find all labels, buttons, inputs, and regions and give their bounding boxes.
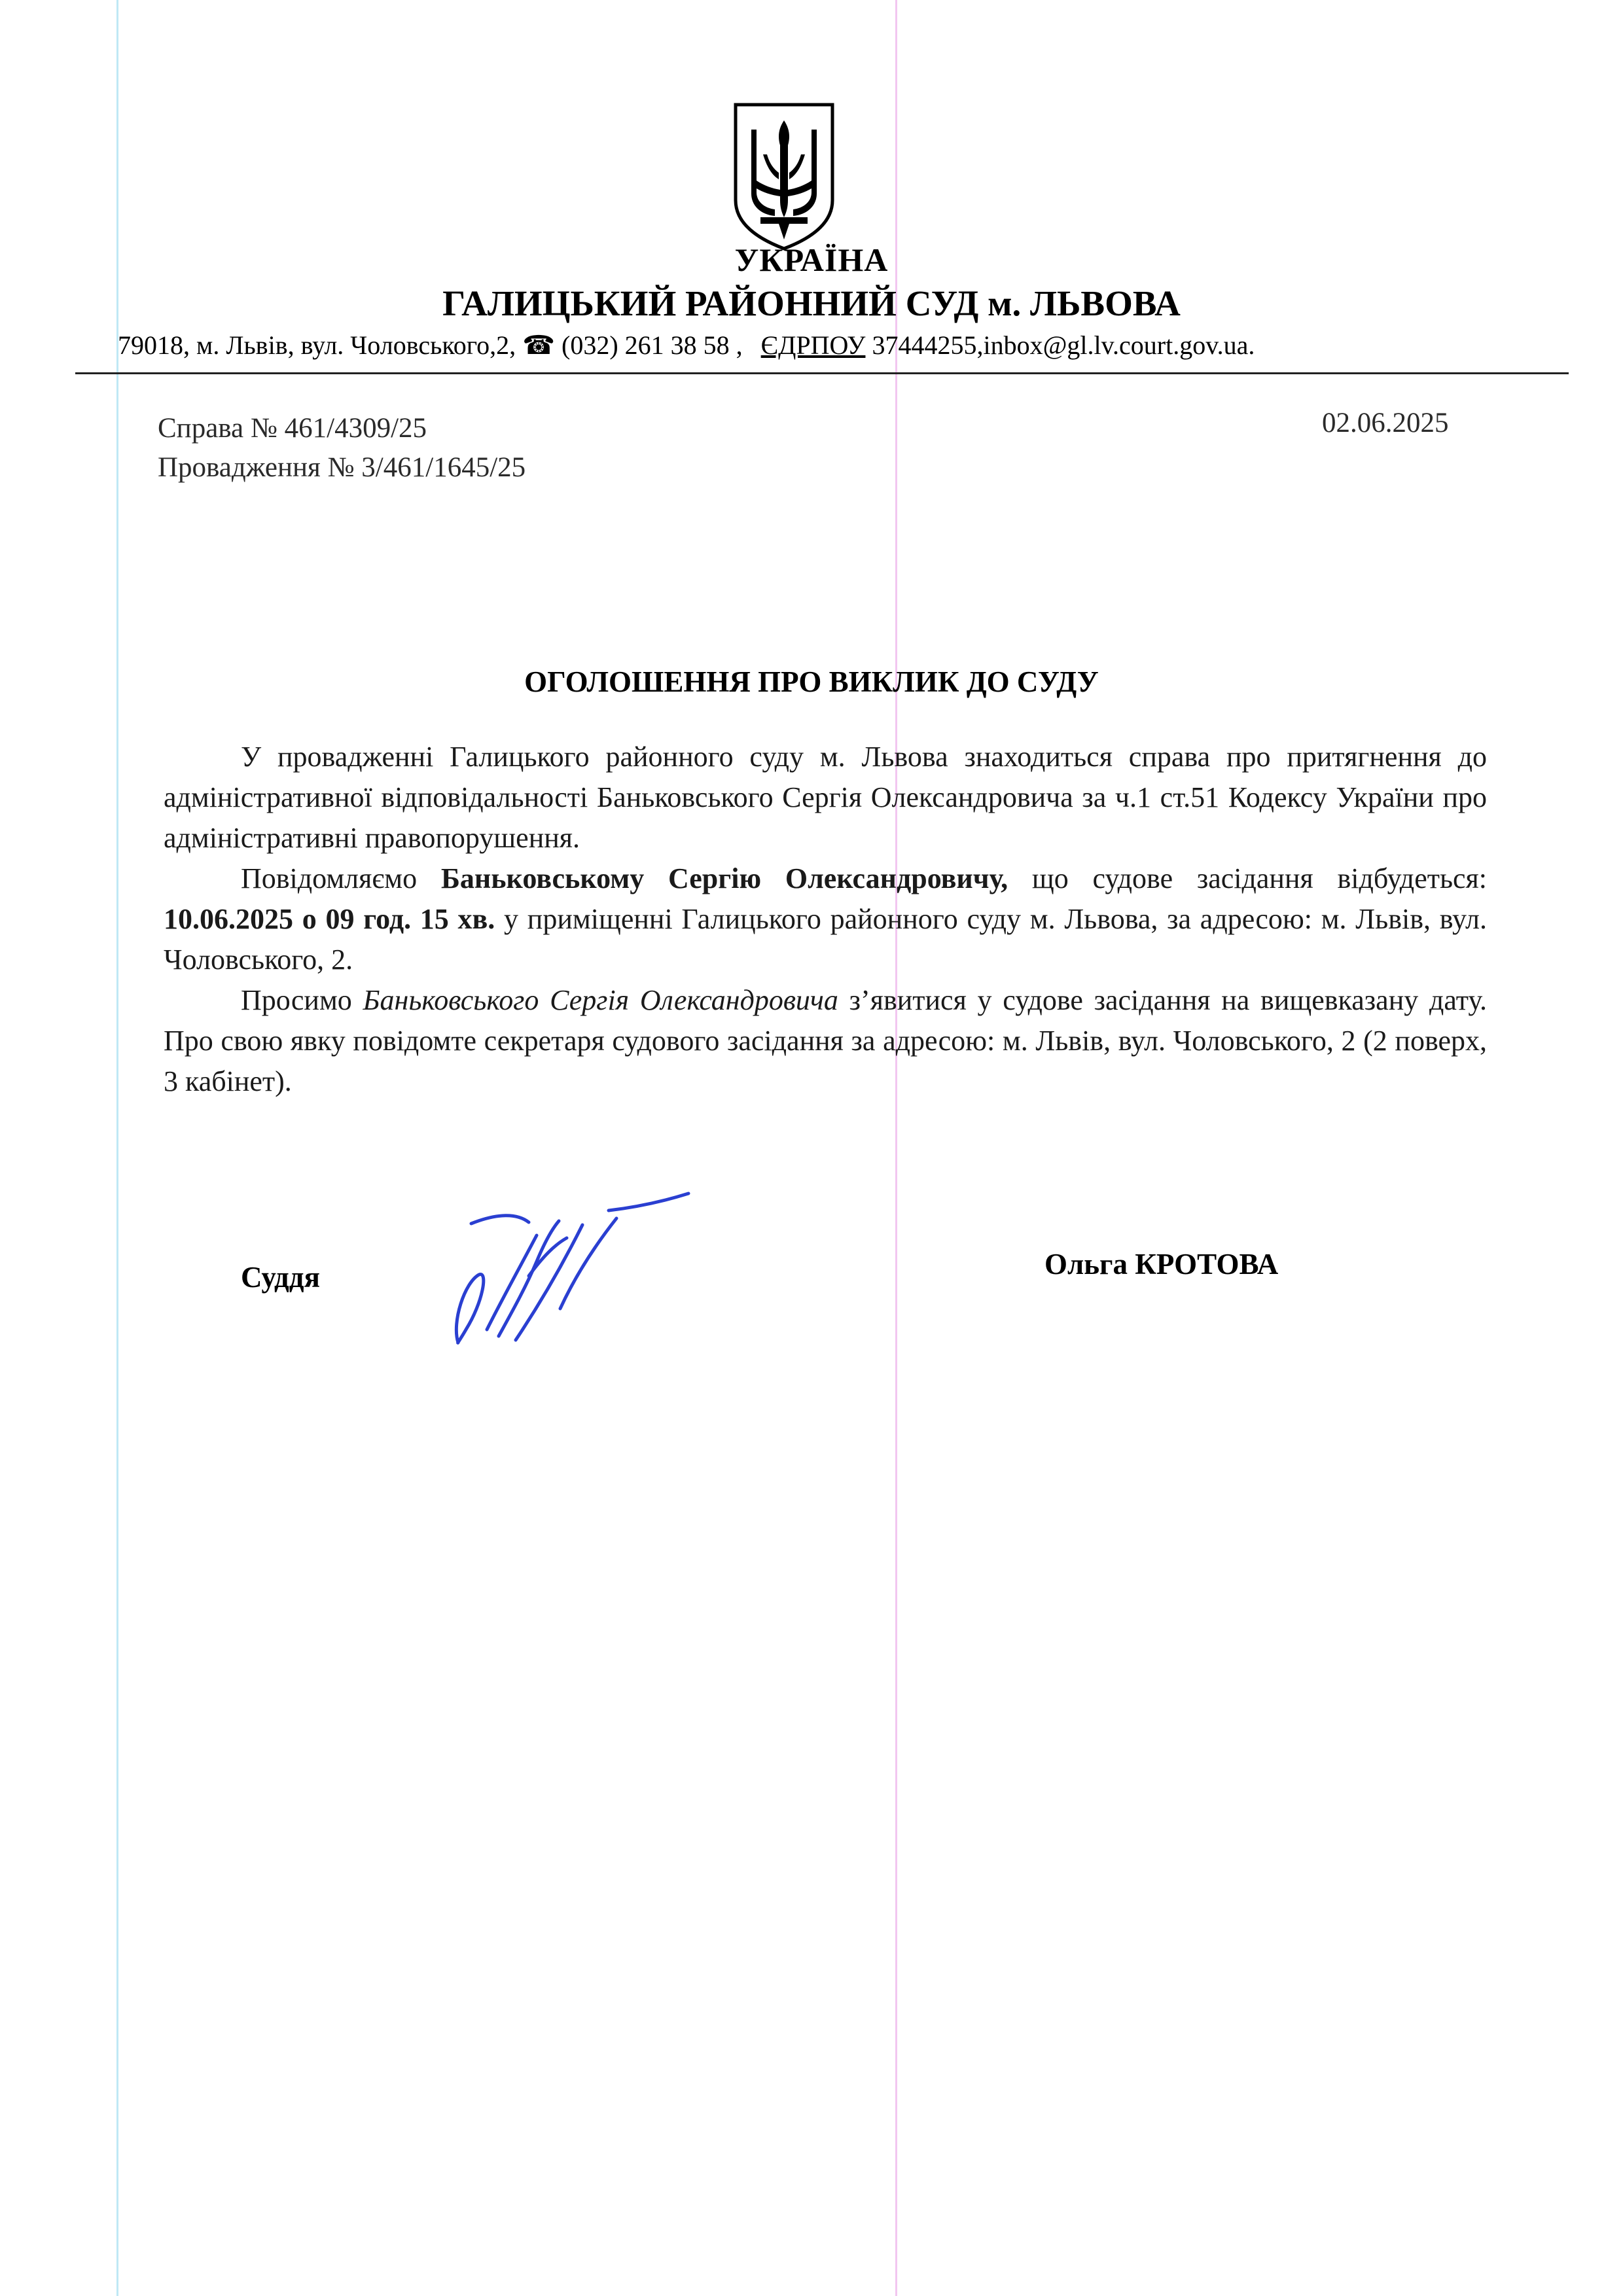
- hearing-datetime: 10.06.2025 о 09 год. 15 хв.: [164, 903, 495, 935]
- paragraph-text: Просимо: [241, 984, 363, 1016]
- court-contacts: [118, 330, 1558, 361]
- signatory-name: Ольга КРОТОВА: [1044, 1248, 1279, 1280]
- proceeding-number: Провадження № 3/461/1645/25: [158, 452, 526, 483]
- paragraph-text: що судове засідання відбудеться:: [1008, 862, 1488, 894]
- paragraph-text: Повідомляємо: [241, 862, 441, 894]
- paragraph-text: у приміщенні Галицького районного суду м. Львова, за адресою: м. Львів, вул. Чоловського, 2.: [164, 903, 1487, 976]
- document-title: ОГОЛОШЕННЯ ПРО ВИКЛИК ДО СУДУ: [524, 665, 1099, 698]
- header-divider: [75, 372, 1569, 374]
- case-number: Справа № 461/4309/25: [158, 413, 427, 444]
- addressee-name: Баньковському Сергію Олександровичу,: [440, 862, 1008, 894]
- edrpou-email: 37444255,inbox@gl.lv.court.gov.ua.: [872, 330, 1255, 360]
- court-phone: (032) 261 38 58 ,: [562, 330, 743, 360]
- document-date: 02.06.2025: [1322, 408, 1449, 438]
- paragraph-text: з’явитися у судове засідання на вищевказану дату. Про свою явку повідомте секретаря судового засідання за адресою: м. Львів, вул. Чоловського, 2 (2 поверх, 3 кабінет).: [164, 984, 1488, 1097]
- handwritten-signature: [445, 1158, 785, 1354]
- addressee-name-italic: Баньковського Сергія Олександровича: [363, 984, 838, 1016]
- edrpou-label: ЄДРПОУ: [760, 330, 866, 360]
- court-address: 79018, м. Львів, вул. Чоловського,2,: [118, 330, 516, 360]
- signatory-role: Суддя: [241, 1261, 320, 1294]
- paragraph-3: [164, 980, 1487, 1102]
- paragraph-1: У провадженні Галицького районного суду м. Львова знаходиться справа про притягнення до адміністративної відповідальності Баньковського Сергія Олександровича за ч.1 ст.51 Кодексу України про адміністративні правопорушення.: [164, 741, 1487, 854]
- country-name: УКРАЇНА: [734, 241, 889, 278]
- document-body: [164, 737, 1487, 1102]
- paragraph-2: [164, 858, 1487, 980]
- coat-of-arms-icon: [732, 102, 836, 251]
- telephone-icon: ☎: [522, 330, 556, 360]
- court-name: ГАЛИЦЬКИЙ РАЙОННИЙ СУД м. ЛЬВОВА: [442, 283, 1181, 323]
